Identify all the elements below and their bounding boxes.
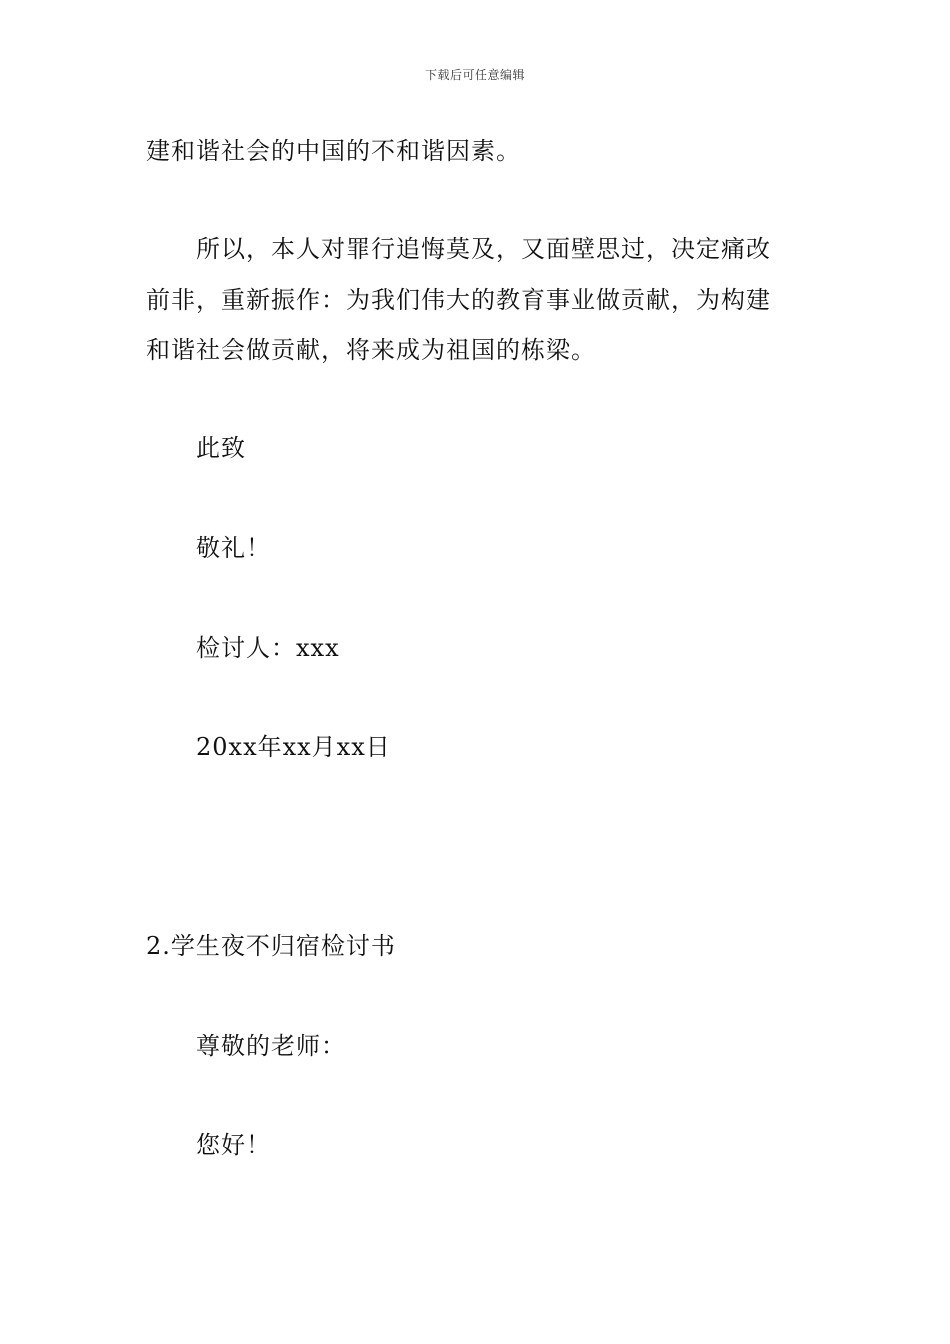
paragraph-line-1: 建和谐社会的中国的不和谐因素。: [146, 137, 521, 165]
paragraph-line-4: 和谐社会做贡献，将来成为祖国的栋梁。: [146, 336, 596, 364]
closing-line: 此致: [196, 434, 246, 462]
signature-line: 检讨人：xxx: [196, 634, 340, 662]
hello-line: 您好！: [196, 1131, 271, 1159]
paragraph-line-3: 前非，重新振作：为我们伟大的教育事业做贡献，为构建: [146, 286, 771, 314]
salutation-line: 敬礼！: [196, 534, 271, 562]
page-header: 下载后可任意编辑: [424, 68, 525, 82]
paragraph-line-2: 所以，本人对罪行追悔莫及，又面壁思过，决定痛改: [196, 235, 771, 263]
section-title: 2.学生夜不归宿检讨书: [146, 932, 396, 960]
greeting-line: 尊敬的老师：: [196, 1032, 346, 1060]
date-line: 20xx年xx月xx日: [196, 733, 391, 761]
